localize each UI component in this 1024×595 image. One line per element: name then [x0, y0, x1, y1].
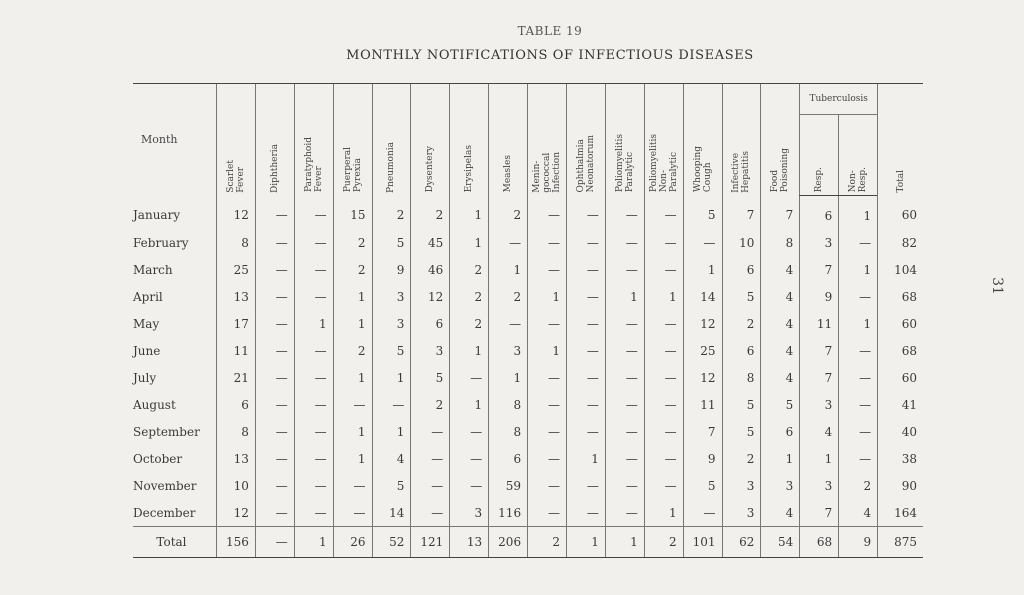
value-cell: — [683, 229, 722, 256]
value-cell: 11 [800, 310, 839, 337]
value-cell: 4 [372, 445, 411, 472]
total-cell: 2 [528, 527, 567, 558]
value-cell: 1 [333, 364, 372, 391]
value-cell: 2 [450, 310, 489, 337]
value-cell: 5 [683, 472, 722, 499]
column-header: Ophthalmia Neonatorum [566, 84, 605, 196]
value-cell: 2 [722, 445, 761, 472]
value-cell: — [294, 229, 333, 256]
tb-column-header: Resp. [800, 115, 839, 196]
value-cell: — [605, 256, 644, 283]
value-cell: 5 [722, 391, 761, 418]
value-cell: — [450, 418, 489, 445]
value-cell: — [839, 418, 878, 445]
total-cell: 206 [489, 527, 528, 558]
month-cell: January [133, 208, 181, 223]
total-cell: 101 [683, 527, 722, 558]
value-cell: — [605, 364, 644, 391]
value-cell: 12 [683, 310, 722, 337]
total-cell: 156 [216, 527, 255, 558]
value-cell: 12 [216, 499, 255, 527]
value-cell: 1 [839, 196, 878, 230]
value-cell: — [839, 445, 878, 472]
value-cell: 90 [878, 472, 923, 499]
value-cell: 4 [761, 499, 800, 527]
value-cell: 1 [528, 283, 567, 310]
table-row [133, 196, 923, 230]
value-cell: 5 [761, 391, 800, 418]
total-label: Total [133, 527, 216, 558]
value-cell: 1 [333, 445, 372, 472]
value-cell: 2 [489, 283, 528, 310]
value-cell: 17 [216, 310, 255, 337]
value-cell: 4 [761, 364, 800, 391]
value-cell: 41 [878, 391, 923, 418]
value-cell: 2 [372, 196, 411, 230]
value-cell: 12 [683, 364, 722, 391]
column-header: Puerperal Pyrexia [333, 84, 372, 196]
value-cell: — [605, 499, 644, 527]
value-cell: 4 [761, 256, 800, 283]
value-cell: 3 [722, 499, 761, 527]
value-cell: 3 [800, 229, 839, 256]
column-header: Infective Hepatitis [722, 84, 761, 196]
value-cell: 7 [761, 196, 800, 230]
value-cell: — [528, 499, 567, 527]
tuberculosis-header: Tuberculosis [800, 84, 878, 115]
month-cell: September [133, 424, 200, 439]
value-cell: 1 [761, 445, 800, 472]
total-cell: 9 [839, 527, 878, 558]
total-cell: 54 [761, 527, 800, 558]
value-cell: — [644, 364, 683, 391]
month-cell: April [133, 289, 163, 304]
month-cell: February [133, 235, 189, 250]
value-cell: 4 [761, 337, 800, 364]
value-cell: 68 [878, 283, 923, 310]
value-cell: 7 [800, 364, 839, 391]
value-cell: — [294, 283, 333, 310]
value-cell: 5 [372, 472, 411, 499]
value-cell: — [566, 337, 605, 364]
value-cell: — [255, 196, 294, 230]
month-header: Month [133, 84, 216, 196]
value-cell: 1 [839, 256, 878, 283]
table-row [133, 391, 923, 418]
total-cell: 121 [411, 527, 450, 558]
value-cell: 4 [761, 283, 800, 310]
table-number: TABLE 19 [517, 24, 583, 38]
value-cell: 1 [450, 337, 489, 364]
value-cell: 12 [411, 283, 450, 310]
total-cell: 62 [722, 527, 761, 558]
table-row [133, 472, 923, 499]
value-cell: — [644, 229, 683, 256]
value-cell: — [644, 445, 683, 472]
column-header: Menin- gococcal Infection [528, 84, 567, 196]
value-cell: — [294, 499, 333, 527]
value-cell: 6 [800, 196, 839, 230]
table-row [133, 283, 923, 310]
value-cell: — [566, 310, 605, 337]
total-cell: 13 [450, 527, 489, 558]
month-cell: June [133, 343, 161, 358]
value-cell: 13 [216, 283, 255, 310]
value-cell: 3 [372, 310, 411, 337]
column-header: Dysentery [411, 84, 450, 196]
table-row [133, 256, 923, 283]
value-cell: — [605, 391, 644, 418]
value-cell: — [839, 229, 878, 256]
table-row [133, 229, 923, 256]
month-cell: May [133, 316, 160, 331]
value-cell: 60 [878, 310, 923, 337]
value-cell: — [566, 391, 605, 418]
value-cell: — [294, 445, 333, 472]
value-cell: 1 [528, 337, 567, 364]
value-cell: — [644, 391, 683, 418]
value-cell: 25 [683, 337, 722, 364]
total-cell: 875 [878, 527, 923, 558]
value-cell: — [489, 310, 528, 337]
value-cell: 5 [372, 229, 411, 256]
value-cell: 3 [411, 337, 450, 364]
value-cell: 3 [450, 499, 489, 527]
value-cell: 6 [722, 256, 761, 283]
value-cell: 116 [489, 499, 528, 527]
value-cell: 1 [372, 364, 411, 391]
value-cell: 8 [489, 418, 528, 445]
table-row [133, 418, 923, 445]
value-cell: 60 [878, 196, 923, 230]
value-cell: — [644, 337, 683, 364]
value-cell: 15 [333, 196, 372, 230]
value-cell: 38 [878, 445, 923, 472]
column-header: Erysipelas [450, 84, 489, 196]
month-cell: March [133, 262, 173, 277]
value-cell: — [566, 283, 605, 310]
value-cell: 2 [411, 391, 450, 418]
value-cell: 2 [489, 196, 528, 230]
value-cell: — [411, 418, 450, 445]
value-cell: 2 [450, 256, 489, 283]
value-cell: — [605, 337, 644, 364]
value-cell: — [333, 499, 372, 527]
value-cell: 2 [333, 256, 372, 283]
value-cell: 1 [450, 196, 489, 230]
value-cell: — [255, 364, 294, 391]
value-cell: 7 [683, 418, 722, 445]
value-cell: 5 [372, 337, 411, 364]
value-cell: 1 [683, 256, 722, 283]
value-cell: 1 [333, 310, 372, 337]
value-cell: — [528, 310, 567, 337]
value-cell: 7 [722, 196, 761, 230]
value-cell: 9 [683, 445, 722, 472]
total-cell: 26 [333, 527, 372, 558]
table-row [133, 337, 923, 364]
value-cell: 9 [800, 283, 839, 310]
value-cell: 45 [411, 229, 450, 256]
value-cell: — [528, 391, 567, 418]
value-cell: — [255, 418, 294, 445]
column-header: Measles [489, 84, 528, 196]
value-cell: 1 [450, 229, 489, 256]
value-cell: — [255, 391, 294, 418]
column-header: Poliomyelitis Non- Paralytic [644, 84, 683, 196]
table-row [133, 499, 923, 527]
value-cell: 3 [800, 472, 839, 499]
value-cell: 1 [333, 418, 372, 445]
value-cell: 8 [216, 229, 255, 256]
value-cell: 1 [644, 499, 683, 527]
column-header: Poliomyelitis Paralytic [605, 84, 644, 196]
value-cell: 1 [489, 256, 528, 283]
value-cell: 8 [761, 229, 800, 256]
table-row [133, 310, 923, 337]
value-cell: 5 [683, 196, 722, 230]
value-cell: — [566, 418, 605, 445]
value-cell: 10 [216, 472, 255, 499]
value-cell: — [528, 445, 567, 472]
value-cell: — [605, 472, 644, 499]
value-cell: 10 [722, 229, 761, 256]
value-cell: 4 [839, 499, 878, 527]
value-cell: 7 [800, 337, 839, 364]
value-cell: 1 [489, 364, 528, 391]
value-cell: 82 [878, 229, 923, 256]
value-cell: — [644, 472, 683, 499]
value-cell: — [605, 310, 644, 337]
column-header: Food Poisoning [761, 84, 800, 196]
value-cell: 1 [294, 310, 333, 337]
value-cell: 6 [761, 418, 800, 445]
value-cell: — [605, 229, 644, 256]
month-cell: October [133, 451, 183, 466]
column-header: Paratyphoid Fever [294, 84, 333, 196]
total-cell: 68 [800, 527, 839, 558]
value-cell: — [644, 256, 683, 283]
value-cell: 21 [216, 364, 255, 391]
month-cell: July [133, 370, 157, 385]
value-cell: 13 [216, 445, 255, 472]
value-cell: 1 [566, 445, 605, 472]
value-cell: 5 [722, 283, 761, 310]
value-cell: 2 [450, 283, 489, 310]
column-header: Whooping Cough [683, 84, 722, 196]
value-cell: — [566, 472, 605, 499]
value-cell: — [411, 445, 450, 472]
value-cell: 3 [761, 472, 800, 499]
total-cell: 1 [294, 527, 333, 558]
value-cell: — [528, 256, 567, 283]
value-cell: 8 [722, 364, 761, 391]
value-cell: 164 [878, 499, 923, 527]
value-cell: — [566, 196, 605, 230]
value-cell: 1 [800, 445, 839, 472]
value-cell: — [255, 499, 294, 527]
column-header: Diphtheria [255, 84, 294, 196]
value-cell: 5 [722, 418, 761, 445]
value-cell: — [255, 472, 294, 499]
value-cell: 60 [878, 364, 923, 391]
value-cell: — [294, 418, 333, 445]
value-cell: 2 [333, 337, 372, 364]
value-cell: 6 [722, 337, 761, 364]
value-cell: — [528, 196, 567, 230]
value-cell: 8 [216, 418, 255, 445]
value-cell: 3 [372, 283, 411, 310]
value-cell: 40 [878, 418, 923, 445]
value-cell: — [489, 229, 528, 256]
value-cell: — [644, 196, 683, 230]
page-number: 31 [989, 277, 1006, 295]
value-cell: — [839, 283, 878, 310]
value-cell: 104 [878, 256, 923, 283]
value-cell: — [411, 472, 450, 499]
value-cell: — [450, 445, 489, 472]
value-cell: 2 [722, 310, 761, 337]
value-cell: 1 [333, 283, 372, 310]
value-cell: 1 [644, 283, 683, 310]
value-cell: 3 [800, 391, 839, 418]
value-cell: 9 [372, 256, 411, 283]
value-cell: 4 [800, 418, 839, 445]
value-cell: — [644, 418, 683, 445]
value-cell: — [333, 472, 372, 499]
value-cell: 14 [372, 499, 411, 527]
value-cell: — [605, 418, 644, 445]
value-cell: — [255, 283, 294, 310]
value-cell: 7 [800, 256, 839, 283]
value-cell: — [528, 229, 567, 256]
value-cell: — [255, 337, 294, 364]
value-cell: 68 [878, 337, 923, 364]
value-cell: — [372, 391, 411, 418]
value-cell: 11 [683, 391, 722, 418]
value-cell: 6 [216, 391, 255, 418]
value-cell: — [255, 445, 294, 472]
value-cell: 6 [489, 445, 528, 472]
value-cell: — [566, 364, 605, 391]
notifications-table [133, 83, 923, 558]
value-cell: 6 [411, 310, 450, 337]
column-header: Pneumonia [372, 84, 411, 196]
value-cell: 11 [216, 337, 255, 364]
value-cell: — [566, 499, 605, 527]
month-cell: November [133, 478, 197, 493]
total-header: Total [878, 84, 923, 196]
value-cell: 1 [372, 418, 411, 445]
month-cell: December [133, 505, 196, 520]
value-cell: 46 [411, 256, 450, 283]
total-cell: 1 [566, 527, 605, 558]
value-cell: — [605, 445, 644, 472]
value-cell: — [333, 391, 372, 418]
value-cell: 1 [605, 283, 644, 310]
value-cell: — [255, 229, 294, 256]
value-cell: — [683, 499, 722, 527]
value-cell: — [605, 196, 644, 230]
total-cell: 1 [605, 527, 644, 558]
total-cell: 52 [372, 527, 411, 558]
value-cell: 5 [411, 364, 450, 391]
value-cell: — [294, 256, 333, 283]
value-cell: — [528, 418, 567, 445]
value-cell: — [294, 196, 333, 230]
column-header: Scarlet Fever [216, 84, 255, 196]
value-cell: — [294, 364, 333, 391]
value-cell: 3 [489, 337, 528, 364]
value-cell: — [411, 499, 450, 527]
value-cell: 8 [489, 391, 528, 418]
tb-column-header: Non- Resp. [839, 115, 878, 196]
value-cell: — [566, 229, 605, 256]
value-cell: — [566, 256, 605, 283]
value-cell: 4 [761, 310, 800, 337]
value-cell: — [644, 310, 683, 337]
value-cell: 14 [683, 283, 722, 310]
value-cell: 3 [722, 472, 761, 499]
value-cell: — [255, 256, 294, 283]
table-title: MONTHLY NOTIFICATIONS OF INFECTIOUS DISEASES [346, 48, 754, 63]
value-cell: 1 [450, 391, 489, 418]
value-cell: — [450, 472, 489, 499]
value-cell: — [528, 472, 567, 499]
value-cell: — [839, 337, 878, 364]
table-row [133, 445, 923, 472]
value-cell: 25 [216, 256, 255, 283]
value-cell: — [528, 364, 567, 391]
value-cell: — [255, 310, 294, 337]
total-cell: — [255, 527, 294, 558]
value-cell: 12 [216, 196, 255, 230]
value-cell: — [294, 337, 333, 364]
value-cell: — [294, 391, 333, 418]
value-cell: 2 [333, 229, 372, 256]
value-cell: — [294, 472, 333, 499]
month-cell: August [133, 397, 176, 412]
table-row [133, 364, 923, 391]
value-cell: — [450, 364, 489, 391]
value-cell: — [839, 391, 878, 418]
value-cell: 2 [839, 472, 878, 499]
total-cell: 2 [644, 527, 683, 558]
value-cell: 59 [489, 472, 528, 499]
value-cell: 2 [411, 196, 450, 230]
value-cell: 1 [839, 310, 878, 337]
value-cell: 7 [800, 499, 839, 527]
value-cell: — [839, 364, 878, 391]
